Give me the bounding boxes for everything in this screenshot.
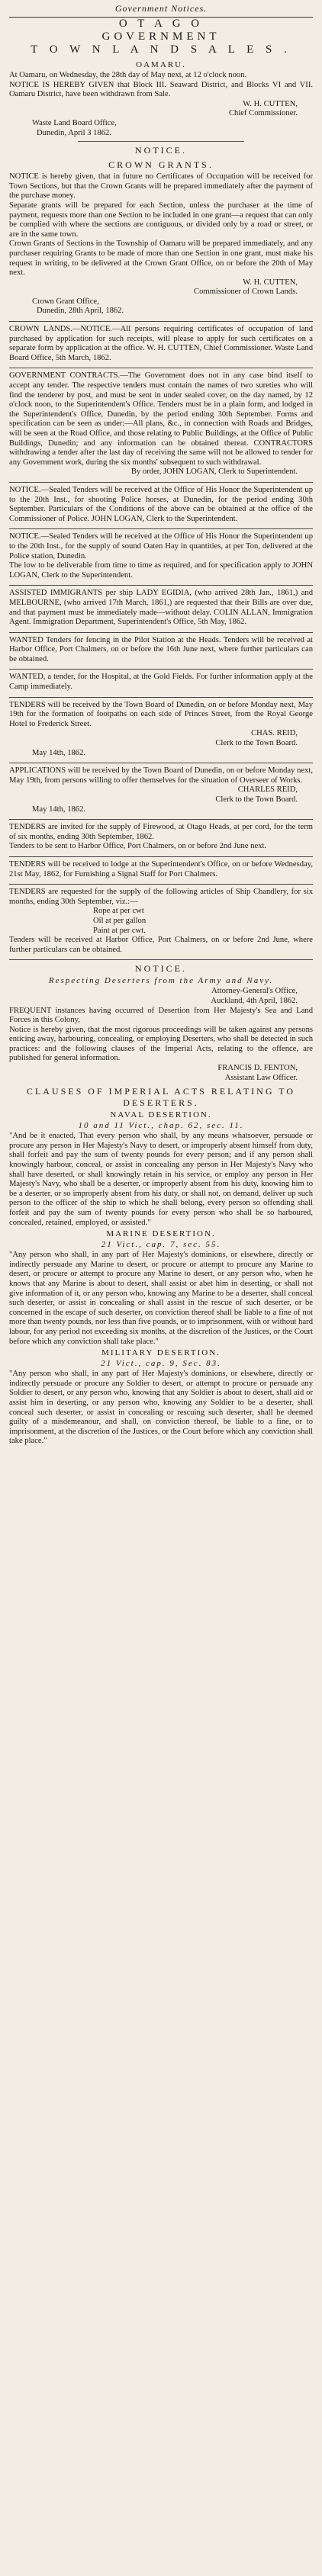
clause-text: "And be it enacted, That every person who shall, by any means whatsoever, persuade or procure any person in Her Majesty's Navy to desert, or improperly absent himself from duty, shall forfeit and pay the sum of twenty pounds for every person; and if any person shall knowingly harbour, conceal, or assist in concealing any person in Her Majesty's Navy who shall have deserted, or shall knowingly retain in his service, or employ any person in Her Majesty's Navy, who shall be a deserter, or improperly absent from his duty, knowing him to be a deserter, or so improperly absent from his duty, or shall not, on demand, deliver up such person to the officer of the ship to which he shall belong, every person so offending shall forfeit and pay the sum of twenty pounds for every person who shall be so harboured, concealed, retained, employed, or assisted." — [9, 1132, 313, 1227]
list-item: Rope at per cwt — [93, 907, 144, 916]
signature-name: W. H. CUTTEN, — [243, 99, 298, 108]
notice-paragraph: Separate grants will be prepared for each Section, unless the purchaser at the time of payment, requests more than one Section to be included in one grant—a request that can only be complied with where the sections are contiguous, or divided only by a road or street, or are in the same town. — [9, 201, 313, 239]
police-horses-notice: NOTICE.—Sealed Tenders will be received at the Office of His Honor the Superintendent up to the 20th Inst., for shooting Police horses, at Dunedin, for the period ending 30th September. Particulars of the Conditions of the above can be obtained at the office of the Commissioner of Police. JOHN LOGAN, Clerk to the Superintendent. — [9, 485, 313, 523]
immigrants-notice: ASSISTED IMMIGRANTS per ship LADY EGIDIA, (who arrived 28th Jan., 1861,) and MELBOURNE, (who arrived 17th March, 1861,) are requested that their Bills are over due, and that payment must be immediately made—without delay. COLIN ALLAN, Immigration Agent. Immigration Department, Superintendent's Office, 5th May, 1862. — [9, 589, 313, 627]
divider — [9, 884, 313, 885]
hospital-tender-notice: WANTED, a tender, for the Hospital, at the Gold Fields. For further information apply at the Camp immediately. — [9, 673, 313, 692]
ship-chandlery-notice-cont: Tenders will be received at Harbor Office, Port Chalmers, on or before 2nd June, where further particulars can be obtained. — [9, 936, 313, 954]
signature-title: Chief Commissioner. — [228, 109, 298, 118]
divider — [9, 321, 313, 322]
clause-text: "Any person who shall, in any part of Her Majesty's dominions, or elsewhere, directly or indirectly persuade any Marine to desert, or procure or attempt to procure any Marine to desert, or procure or attempt to procure any Marine to desert, or any person who, when he knows that any Marine is about to desert, shall assist or abet him in deserting, or shall not give information of it, or any person who, knowing any Marine to be a deserter, shall conceal such deserter, or assist in concealing or shall assist in the rescue of such deserter, or be concerned in the escape of such deserter, on conviction thereof shall be liable to a fine of not more than twenty pounds, nor less than five pounds, or to imprisonment, with or without hard labour, for any period not exceeding six months, at the discretion of the Justices, or the Court before which any conviction shall take place." — [9, 1251, 313, 1346]
firewood-tender-notice: TENDERS are invited for the supply of Firewood, at Otago Heads, at per cord, for the term of six months, ending 30th September, 1862. — [9, 823, 313, 841]
notice-subtitle: CROWN GRANTS. — [108, 159, 214, 171]
office-date: Auckland, 4th April, 1862. — [211, 996, 298, 1005]
list-item: Oil at per gallon — [93, 916, 147, 925]
signal-staff-notice: TENDERS will be received to lodge at the Superintendent's Office, on or before Wednesday, 21st May, 1862, for Furnishing a Signal Staff for Port Chalmers. — [9, 859, 313, 878]
signature-title: Assistant Law Officer. — [224, 1073, 298, 1082]
office-name: Attorney-General's Office, — [211, 987, 298, 996]
notice-title: O T A G O — [118, 18, 204, 30]
notice-place: OAMARU. — [136, 60, 186, 69]
signature-name: CHAS. REID, — [251, 729, 298, 738]
notice-paragraph: NOTICE is hereby given, that in future no Certificates of Occupation will be received for Town Sections, but that the Crown Grants will be prepared immediately after the payment of the purchase money. — [9, 172, 313, 201]
clauses-section — [9, 1086, 313, 1447]
divider — [9, 482, 313, 483]
town-land-sales-notice — [9, 18, 313, 138]
divider — [9, 697, 313, 698]
office-name: Waste Land Board Office, — [32, 118, 117, 127]
signature-title: Clerk to the Town Board. — [215, 739, 298, 748]
signature-name: W. H. CUTTEN, — [243, 278, 298, 287]
office-date: Dunedin, April 3 1862. — [37, 128, 111, 137]
notice-subtitle: Respecting Deserters from the Army and Navy. — [48, 976, 274, 986]
oaten-hay-notice: NOTICE.—Sealed Tenders will be received at the Office of His Honor the Superintendent up to the 20th Inst., for the supply of sound Oaten Hay in quantities, at per Ton, delivered at the Police station, Dunedin. — [9, 532, 313, 560]
signature: By order, JOHN LOGAN, Clerk to Superintendent. — [130, 467, 298, 477]
divider — [9, 528, 313, 529]
fencing-tender-notice: WANTED Tenders for fencing in the Pilot Station at the Heads. Tenders will be received at Harbor Office, Port Chalmers, on or before the 16th June next, where further particulars can be obtained. — [9, 635, 313, 663]
masthead: Government Notices. — [9, 3, 313, 18]
office-date: Dunedin, 28th April, 1862. — [37, 307, 124, 316]
divider — [9, 856, 313, 857]
list-item: Paint at per cwt. — [93, 926, 146, 935]
clause-text: "Any person who shall, in any part of Her Majesty's dominions, or elsewhere, directly or indirectly persuade or procure any Soldier to desert, or attempt to procure or persuade any Soldier to desert, or any person who, knowing that any Soldier is about to desert, shall aid or assist him in deserting, or any person who, knowing any Soldier to be a deserter, shall conceal such deserter, or assist in concealing or rescuing such deserter, shall be deemed guilty of a misdemeanour, and shall, on conviction thereof, be liable to a fine, or to imprisonment, at the discretion of the Justices, or the Court before which any conviction shall take place." — [9, 1370, 313, 1446]
office-name: Crown Grant Office, — [32, 297, 99, 306]
act-reference: 10 and 11 Vict., chap. 62, sec. 11. — [78, 1121, 244, 1131]
divider — [9, 669, 313, 670]
signature-name: FRANCIS D. FENTON, — [217, 1064, 298, 1073]
act-reference: 21 Vict., cap. 7, sec. 55. — [101, 1240, 221, 1250]
divider — [78, 141, 244, 142]
government-contracts-notice: GOVERNMENT CONTRACTS.—The Government does not in any case bind itself to accept any tender. The respective tenders must contain the names of two sureties who will find the tenderer by post, and must be sent in under sealed cover, on the day named, by 12 o'clock noon, to the Superintendent's Office. Tenders must be in a plain form, and lodged in the Superintendent's Office, Dunedin, by the period ending 30th September. Forms and specification can be seen as under:—All plans, &c., in connection with Roads and Bridges, will be seen at the Road Office, and those relating to Public Buildings, at the Office of Public Buildings, Dunedin; and any information can be obtained thereat. CONTRACTORS withdrawing a tender after the last day of receiving the same will not be allowed to tender for any Government work, during the six months' subsequent to such withdrawal. — [9, 371, 313, 467]
crown-lands-notice: CROWN LANDS.—NOTICE.—All persons requiring certificates of occupation of land purchased by application for such receipts, will please to apply for such certificates on a separate form by application at the office. W. H. CUTTEN, Chief Commissioner. Waste Land Board Office, 5th March, 1862. — [9, 325, 313, 362]
section-title: CLAUSES OF IMPERIAL ACTS RELATING TO DESERTERS. — [26, 1086, 296, 1109]
divider — [9, 585, 313, 586]
oaten-hay-notice-cont: The low to be deliverable from time to time as required, and for specification apply to JOHN LOGAN, Clerk to the Superintendent. — [9, 561, 313, 580]
divider — [9, 632, 313, 633]
subsection-title: NAVAL DESERTION. — [110, 1110, 212, 1120]
notice-title: T O W N L A N D S A L E S . — [31, 43, 291, 56]
notice-intro: At Oamaru, on Wednesday, the 28th day of May next, at 12 o'clock noon. — [9, 71, 247, 79]
firewood-tender-notice-cont: Tenders to be sent to Harbor Office, Port Chalmers, on or before 2nd June next. — [9, 842, 267, 851]
crown-grants-notice — [9, 145, 313, 316]
overseer-applications-notice: APPLICATIONS will be received by the Town Board of Dunedin, on or before Monday next, May 19th, from persons willing to offer themselves for the situation of Overseer of Works. — [9, 766, 313, 785]
deserters-notice — [9, 963, 313, 1083]
subsection-title: MARINE DESERTION. — [106, 1229, 216, 1239]
notice-body: FREQUENT instances having occurred of Desertion from Her Majesty's Sea and Land Forces in this Colony, — [9, 1006, 313, 1025]
notice-body: Notice is hereby given, that the most rigorous proceedings will be taken against any persons enticing away, harbouring, concealing, or employing Deserters, who shall be detected in such practices: and the following clauses of the Imperial Acts, relating to the offence, are published for general information. — [9, 1025, 313, 1063]
notice-title: GOVERNMENT — [101, 31, 221, 43]
notice-title: NOTICE. — [135, 145, 187, 156]
subsection-title: MILITARY DESERTION. — [101, 1348, 221, 1358]
act-reference: 21 Vict., cap. 9, Sec. 83. — [101, 1359, 221, 1369]
ship-chandlery-notice: TENDERS are requested for the supply of the following articles of Ship Chandlery, for six months, ending 30th September, viz.:— — [9, 888, 313, 906]
signature-title: Commissioner of Crown Lands. — [194, 287, 298, 297]
notice-date: May 14th, 1862. — [32, 748, 86, 757]
signature-title: Clerk to the Town Board. — [215, 795, 298, 804]
notice-date: May 14th, 1862. — [32, 805, 86, 814]
notice-title: NOTICE. — [135, 963, 187, 975]
signature-name: CHARLES REID, — [237, 785, 298, 795]
divider — [9, 959, 313, 960]
notice-paragraph: Crown Grants of Sections in the Township of Oamaru will be prepared immediately, and any purchaser requiring Grants to be made of more than one Section in one grant, must make his request in writing, to be delivered at the Crown Grant Office, on or before the 20th of May next. — [9, 239, 313, 278]
notice-body: NOTICE IS HEREBY GIVEN that Block III. Seaward District, and Blocks VI and VII. Oamaru District, have been withdrawn from Sale. — [9, 80, 313, 99]
divider — [9, 819, 313, 820]
footpaths-tender-notice: TENDERS will be received by the Town Board of Dunedin, on or before Monday next, May 19th for the formation of footpaths on each side of Princes Street, from the Royal George Hotel to Frederick Street. — [9, 700, 313, 728]
